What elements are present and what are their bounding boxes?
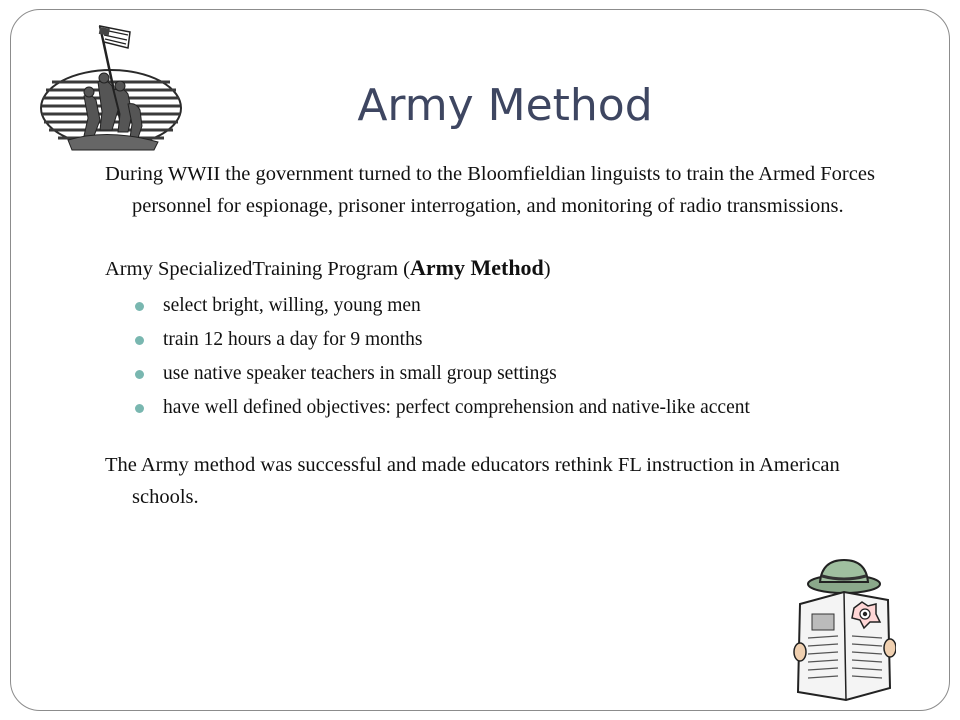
newspaper-shape bbox=[798, 592, 890, 700]
bullet-list bbox=[105, 289, 905, 425]
bullet-text: have well defined objectives: perfect comprehension and native-like accent bbox=[163, 397, 750, 418]
program-bold: Army Method bbox=[409, 255, 544, 280]
bullet-item bbox=[135, 357, 905, 391]
bullet-text: train 12 hours a day for 9 months bbox=[163, 329, 423, 350]
hat-shape bbox=[808, 560, 880, 593]
program-suffix: ) bbox=[543, 258, 551, 280]
bullet-text: use native speaker teachers in small group settings bbox=[163, 363, 557, 384]
paragraph-intro: During WWII the government turned to the Bloomfieldian linguists to train the Armed Forces personnel for espionage, prisoner interrogation, and monitoring of radio transmissions. bbox=[105, 163, 875, 217]
bullet-text: select bright, willing, young men bbox=[163, 295, 421, 316]
bullet-dot-icon bbox=[135, 302, 144, 311]
bullet-item bbox=[135, 289, 905, 323]
bullet-dot-icon bbox=[135, 404, 144, 413]
spy-newspaper-clipart-icon bbox=[792, 556, 896, 706]
paragraph-conclusion: The Army method was successful and made educators rethink FL instruction in American schools. bbox=[105, 454, 840, 508]
program-line bbox=[105, 252, 905, 285]
bullet-dot-icon bbox=[135, 336, 144, 345]
program-prefix: Army SpecializedTraining Program ( bbox=[105, 258, 410, 280]
slide-body bbox=[105, 158, 905, 513]
bullet-dot-icon bbox=[135, 370, 144, 379]
slide-title: Army Method bbox=[357, 80, 653, 131]
bullet-item bbox=[135, 323, 905, 357]
bullet-item bbox=[135, 391, 905, 425]
